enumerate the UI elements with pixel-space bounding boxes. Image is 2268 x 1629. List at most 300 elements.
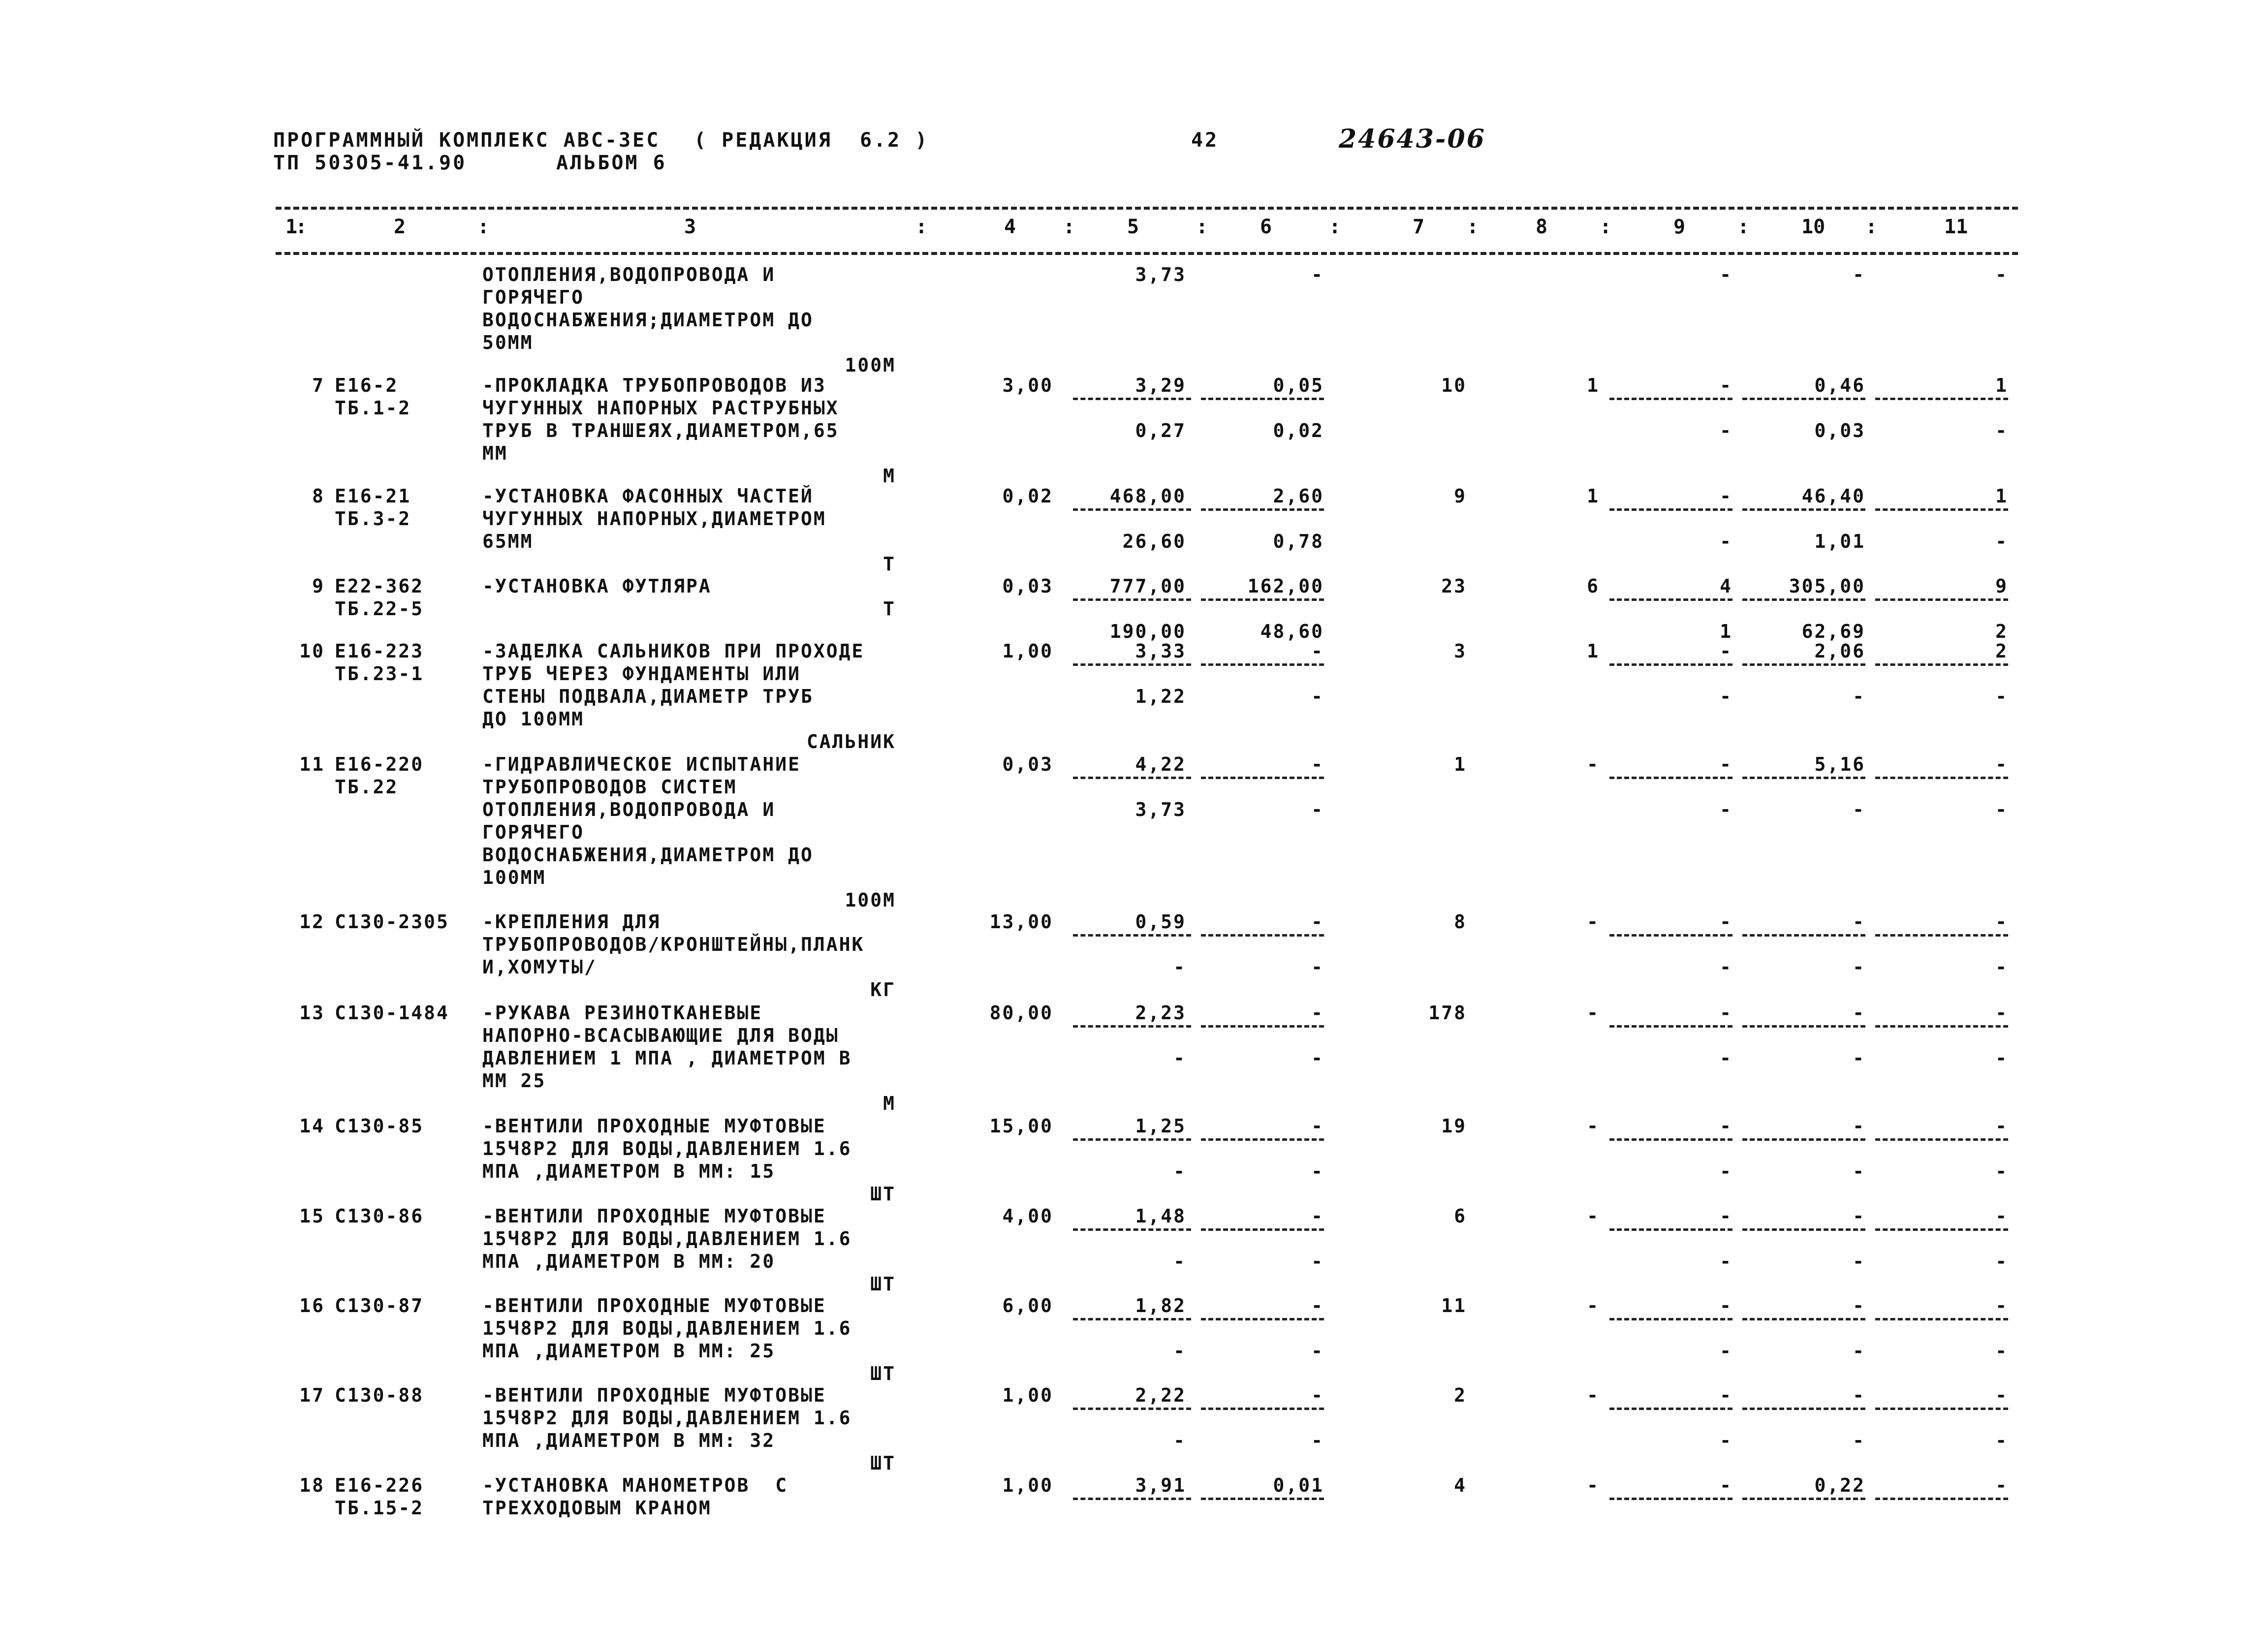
unit-label: ШТ: [870, 1273, 896, 1295]
column-10-secondary: -: [1853, 1340, 1865, 1362]
cell-divider: [1609, 398, 1732, 400]
tp-code: ТП 503О5-41.90: [273, 152, 467, 174]
description-line: -ПРОКЛАДКА ТРУБОПРОВОДОВ ИЗ: [482, 375, 826, 396]
unit-cost-value: 1,48: [1135, 1205, 1186, 1227]
column-10-value: -: [1853, 1384, 1865, 1406]
rate-code: С130-88: [335, 1384, 424, 1406]
row-number: 9: [312, 575, 325, 597]
unit-label: М: [883, 1093, 896, 1114]
description-line: 100ММ: [482, 867, 546, 888]
cell-divider: [1742, 1138, 1865, 1141]
column-9-secondary: -: [1720, 799, 1732, 820]
description-line: СТЕНЫ ПОДВАЛА,ДИАМЕТР ТРУБ: [482, 686, 814, 707]
rate-code: Е22-362: [335, 575, 424, 597]
total-cost-value: 23: [1441, 575, 1467, 597]
unit-label: САЛЬНИК: [806, 731, 896, 752]
quantity-value: 6,00: [1002, 1295, 1053, 1316]
quantity-value: 0,03: [1002, 575, 1053, 597]
rate-code: Е16-21: [335, 485, 411, 507]
cell-divider: [1609, 934, 1732, 937]
column-10-value: -: [1853, 1205, 1865, 1227]
unit-cost-secondary: 190,00: [1109, 621, 1186, 642]
cell-divider: [1742, 1228, 1865, 1231]
cell-divider: [1201, 1318, 1324, 1320]
rate-subcode: ТБ.15-2: [335, 1497, 424, 1519]
machine-cost-secondary: -: [1311, 1047, 1324, 1069]
column-11-value: -: [1995, 1205, 2008, 1227]
description-line: ГОРЯЧЕГО: [482, 286, 585, 308]
column-11-value: -: [1995, 911, 2008, 933]
column-10-value: -: [1853, 1002, 1865, 1024]
column-header-6: 6: [1260, 216, 1272, 238]
cell-divider: [1742, 934, 1865, 937]
column-9-value: -: [1720, 375, 1732, 396]
cell-divider: [1742, 663, 1865, 666]
description-line: ГОРЯЧЕГО: [482, 821, 585, 843]
description-line: -ГИДРАВЛИЧЕСКОЕ ИСПЫТАНИЕ: [482, 753, 801, 775]
description-line: -УСТАНОВКА ФУТЛЯРА: [482, 575, 712, 597]
machine-cost-secondary: -: [1311, 1160, 1324, 1182]
column-9-secondary: -: [1720, 1251, 1732, 1272]
cell-divider: [1609, 1228, 1732, 1231]
row-number: 10: [299, 640, 325, 662]
description-line: -КРЕПЛЕНИЯ ДЛЯ: [482, 911, 661, 933]
column-11-value: -: [1995, 1002, 2008, 1024]
cell-divider: [1742, 398, 1865, 400]
column-9-value: -: [1720, 264, 1732, 285]
cell-divider: [1073, 1228, 1191, 1231]
rate-subcode: ТБ.1-2: [335, 397, 411, 419]
column-11-secondary: -: [1995, 1340, 2008, 1362]
unit-cost-value: 0,59: [1135, 911, 1186, 933]
row-number: 15: [299, 1205, 325, 1227]
row-number: 7: [312, 375, 325, 396]
unit-cost-secondary: -: [1173, 1047, 1186, 1069]
cell-divider: [1742, 1408, 1865, 1410]
machine-cost-value: -: [1311, 264, 1324, 285]
unit-cost-secondary: 26,60: [1122, 531, 1186, 552]
unit-cost-value: 468,00: [1109, 485, 1186, 507]
column-8-value: -: [1587, 1205, 1600, 1227]
column-8-value: -: [1587, 1295, 1600, 1316]
row-number: 11: [299, 753, 325, 775]
cell-divider: [1073, 1498, 1191, 1500]
unit-cost-value: 4,22: [1135, 753, 1186, 775]
column-separator: :: [1737, 216, 1750, 238]
table-top-rule: [276, 207, 2018, 210]
column-separator: :: [1467, 216, 1479, 238]
description-line: -ЗАДЕЛКА САЛЬНИКОВ ПРИ ПРОХОДЕ: [482, 640, 865, 662]
cell-divider: [1201, 508, 1324, 511]
unit-label: ШТ: [870, 1363, 896, 1384]
total-cost-value: 10: [1441, 375, 1467, 396]
description-line: 65ММ: [482, 531, 534, 552]
unit-label: 100М: [845, 354, 896, 376]
column-11-value: 1: [1995, 375, 2008, 396]
unit-cost-value: 1,82: [1135, 1295, 1186, 1316]
total-cost-value: 9: [1454, 485, 1467, 507]
column-10-value: -: [1853, 911, 1865, 933]
column-11-value: 9: [1995, 575, 2008, 597]
machine-cost-value: -: [1311, 911, 1324, 933]
description-line: ТРУБОПРОВОДОВ/КРОНШТЕЙНЫ,ПЛАНК: [482, 934, 865, 955]
total-cost-value: 4: [1454, 1474, 1467, 1496]
unit-cost-secondary: 0,27: [1135, 420, 1186, 441]
unit-cost-value: 3,91: [1135, 1474, 1186, 1496]
column-9-value: -: [1720, 1115, 1732, 1137]
column-10-value: -: [1853, 1295, 1865, 1316]
quantity-value: 1,00: [1002, 1384, 1053, 1406]
quantity-value: 1,00: [1002, 640, 1053, 662]
quantity-value: 3,00: [1002, 375, 1053, 396]
description-line: -ВЕНТИЛИ ПРОХОДНЫЕ МУФТОВЫЕ: [482, 1115, 826, 1137]
rate-code: С130-85: [335, 1115, 424, 1137]
unit-cost-value: 3,33: [1135, 640, 1186, 662]
unit-cost-value: 2,23: [1135, 1002, 1186, 1024]
column-9-secondary: 1: [1720, 621, 1732, 642]
column-10-value: -: [1853, 264, 1865, 285]
total-cost-value: 8: [1454, 911, 1467, 933]
column-header-11: 11: [1944, 216, 1968, 238]
machine-cost-value: 162,00: [1247, 575, 1324, 597]
description-line: МПА ,ДИАМЕТРОМ В ММ: 20: [482, 1251, 776, 1272]
cell-divider: [1073, 508, 1191, 511]
column-9-value: -: [1720, 1384, 1732, 1406]
machine-cost-value: -: [1311, 753, 1324, 775]
cell-divider: [1073, 1138, 1191, 1141]
cell-divider: [1073, 1408, 1191, 1410]
machine-cost-value: -: [1311, 1384, 1324, 1406]
column-separator: :: [1329, 216, 1341, 238]
total-cost-value: 19: [1441, 1115, 1467, 1137]
unit-label: М: [883, 465, 896, 487]
unit-cost-secondary: -: [1173, 1251, 1186, 1272]
column-10-value: 5,16: [1814, 753, 1865, 775]
unit-label: 100М: [845, 889, 896, 911]
column-9-secondary: -: [1720, 956, 1732, 978]
description-line: -УСТАНОВКА МАНОМЕТРОВ С: [482, 1474, 788, 1496]
column-9-value: -: [1720, 640, 1732, 662]
cell-divider: [1201, 1228, 1324, 1231]
column-11-secondary: -: [1995, 1160, 2008, 1182]
cell-divider: [1201, 777, 1324, 779]
unit-cost-secondary: -: [1173, 956, 1186, 978]
row-number: 13: [299, 1002, 325, 1024]
cell-divider: [1073, 598, 1191, 601]
row-number: 8: [312, 485, 325, 507]
total-cost-value: 3: [1454, 640, 1467, 662]
machine-cost-secondary: 48,60: [1260, 621, 1324, 642]
cell-divider: [1875, 663, 2008, 666]
rate-code: Е16-223: [335, 640, 424, 662]
unit-cost-secondary: 3,73: [1135, 799, 1186, 820]
row-number: 12: [299, 911, 325, 933]
edition-label: ( РЕДАКЦИЯ 6.2 ): [694, 129, 929, 152]
description-line: ММ 25: [482, 1070, 546, 1092]
unit-cost-value: 777,00: [1109, 575, 1186, 597]
cell-divider: [1875, 1138, 2008, 1141]
cell-divider: [1609, 1025, 1732, 1028]
header-bottom-rule: [276, 252, 2018, 255]
column-8-value: -: [1587, 753, 1600, 775]
unit-label: ШТ: [870, 1183, 896, 1205]
column-10-secondary: -: [1853, 1430, 1865, 1451]
quantity-value: 15,00: [989, 1115, 1053, 1137]
total-cost-value: 2: [1454, 1384, 1467, 1406]
cell-divider: [1742, 1498, 1865, 1500]
cell-divider: [1742, 1318, 1865, 1320]
description-line: ВОДОСНАБЖЕНИЯ,ДИАМЕТРОМ ДО: [482, 844, 814, 866]
column-10-secondary: 62,69: [1801, 621, 1865, 642]
machine-cost-value: -: [1311, 1295, 1324, 1316]
cell-divider: [1742, 508, 1865, 511]
column-8-value: -: [1587, 1474, 1600, 1496]
description-line: 15Ч8Р2 ДЛЯ ВОДЫ,ДАВЛЕНИЕМ 1.6: [482, 1138, 852, 1159]
program-title: ПРОГРАММНЫЙ КОМПЛЕКС АВС-3ЕС: [273, 129, 661, 152]
cell-divider: [1609, 1318, 1732, 1320]
column-9-secondary: -: [1720, 1430, 1732, 1451]
description-line: 50ММ: [482, 332, 534, 353]
unit-cost-value: 3,73: [1135, 264, 1186, 285]
description-line: МПА ,ДИАМЕТРОМ В ММ: 32: [482, 1430, 776, 1451]
column-11-value: -: [1995, 1474, 2008, 1496]
description-line: ДАВЛЕНИЕМ 1 МПА , ДИАМЕТРОМ В: [482, 1047, 852, 1069]
rate-subcode: ТБ.22: [335, 776, 399, 798]
description-line: ТРЕХХОДОВЫМ КРАНОМ: [482, 1497, 712, 1519]
machine-cost-secondary: 0,78: [1273, 531, 1324, 552]
machine-cost-secondary: -: [1311, 686, 1324, 707]
column-8-value: 1: [1587, 640, 1600, 662]
row-number: 16: [299, 1295, 325, 1316]
column-9-value: -: [1720, 1474, 1732, 1496]
row-number: 14: [299, 1115, 325, 1137]
column-10-value: -: [1853, 1115, 1865, 1137]
description-line: -РУКАВА РЕЗИНОТКАНЕВЫЕ: [482, 1002, 763, 1024]
cell-divider: [1201, 1138, 1324, 1141]
machine-cost-secondary: -: [1311, 1251, 1324, 1272]
cell-divider: [1875, 1318, 2008, 1320]
unit-label: Т: [883, 553, 896, 575]
column-9-value: -: [1720, 1002, 1732, 1024]
unit-cost-value: 2,22: [1135, 1384, 1186, 1406]
column-10-secondary: -: [1853, 1047, 1865, 1069]
description-line: ТРУБОПРОВОДОВ СИСТЕМ: [482, 776, 737, 798]
column-11-value: 1: [1995, 485, 2008, 507]
machine-cost-value: -: [1311, 1002, 1324, 1024]
description-line: ДО 100ММ: [482, 708, 585, 730]
column-11-secondary: -: [1995, 799, 2008, 820]
column-10-secondary: 1,01: [1814, 531, 1865, 552]
cell-divider: [1073, 1025, 1191, 1028]
column-11-secondary: -: [1995, 1047, 2008, 1069]
column-9-value: -: [1720, 753, 1732, 775]
machine-cost-secondary: 0,02: [1273, 420, 1324, 441]
cell-divider: [1201, 1498, 1324, 1500]
column-11-value: -: [1995, 1384, 2008, 1406]
cell-divider: [1201, 934, 1324, 937]
column-11-secondary: -: [1995, 420, 2008, 441]
column-header-1: 1: [285, 216, 298, 238]
column-10-secondary: 0,03: [1814, 420, 1865, 441]
unit-cost-secondary: -: [1173, 1160, 1186, 1182]
column-11-secondary: 2: [1995, 621, 2008, 642]
column-9-secondary: -: [1720, 1047, 1732, 1069]
machine-cost-value: -: [1311, 1205, 1324, 1227]
column-10-value: 0,22: [1814, 1474, 1865, 1496]
description-line: ТРУБ ЧЕРЕЗ ФУНДАМЕНТЫ ИЛИ: [482, 663, 801, 685]
cell-divider: [1609, 777, 1732, 779]
description-line: -ВЕНТИЛИ ПРОХОДНЫЕ МУФТОВЫЕ: [482, 1384, 826, 1406]
cell-divider: [1201, 663, 1324, 666]
cell-divider: [1875, 1025, 2008, 1028]
cell-divider: [1742, 777, 1865, 779]
description-line: ОТОПЛЕНИЯ,ВОДОПРОВОДА И: [482, 264, 776, 285]
cell-divider: [1875, 1228, 2008, 1231]
total-cost-value: 6: [1454, 1205, 1467, 1227]
column-separator: :: [1600, 216, 1612, 238]
cell-divider: [1201, 398, 1324, 400]
description-line: -ВЕНТИЛИ ПРОХОДНЫЕ МУФТОВЫЕ: [482, 1205, 826, 1227]
description-line: МПА ,ДИАМЕТРОМ В ММ: 25: [482, 1340, 776, 1362]
column-8-value: -: [1587, 1384, 1600, 1406]
column-separator: :: [915, 216, 928, 238]
document-code: 24643-06: [1339, 124, 1486, 154]
cell-divider: [1875, 1408, 2008, 1410]
cell-divider: [1875, 1498, 2008, 1500]
cell-divider: [1609, 598, 1732, 601]
column-9-secondary: -: [1720, 1160, 1732, 1182]
column-11-secondary: -: [1995, 1251, 2008, 1272]
unit-cost-value: 3,29: [1135, 375, 1186, 396]
cell-divider: [1609, 1408, 1732, 1410]
machine-cost-value: -: [1311, 1115, 1324, 1137]
machine-cost-secondary: -: [1311, 1340, 1324, 1362]
total-cost-value: 1: [1454, 753, 1467, 775]
machine-cost-secondary: -: [1311, 956, 1324, 978]
column-9-secondary: -: [1720, 686, 1732, 707]
page-number: 42: [1191, 129, 1219, 152]
cell-divider: [1073, 1318, 1191, 1320]
column-header-2: 2: [394, 216, 406, 238]
column-header-5: 5: [1127, 216, 1139, 238]
description-line: ЧУГУННЫХ НАПОРНЫХ РАСТРУБНЫХ: [482, 397, 839, 419]
column-11-value: -: [1995, 753, 2008, 775]
quantity-value: 0,03: [1002, 753, 1053, 775]
column-header-9: 9: [1673, 216, 1686, 238]
description-line: ОТОПЛЕНИЯ,ВОДОПРОВОДА И: [482, 799, 776, 820]
machine-cost-value: -: [1311, 640, 1324, 662]
column-10-value: 2,06: [1814, 640, 1865, 662]
column-11-value: -: [1995, 264, 2008, 285]
unit-label: Т: [883, 598, 896, 620]
cell-divider: [1609, 508, 1732, 511]
column-9-secondary: -: [1720, 420, 1732, 441]
quantity-value: 4,00: [1002, 1205, 1053, 1227]
rate-code: С130-2305: [335, 911, 449, 933]
quantity-value: 13,00: [989, 911, 1053, 933]
column-header-8: 8: [1536, 216, 1548, 238]
column-8-value: 1: [1587, 375, 1600, 396]
rate-code: Е16-220: [335, 753, 424, 775]
description-line: 15Ч8Р2 ДЛЯ ВОДЫ,ДАВЛЕНИЕМ 1.6: [482, 1317, 852, 1339]
row-number: 17: [299, 1384, 325, 1406]
column-9-value: 4: [1720, 575, 1732, 597]
column-8-value: 6: [1587, 575, 1600, 597]
machine-cost-value: 0,01: [1273, 1474, 1324, 1496]
description-line: ЧУГУННЫХ НАПОРНЫХ,ДИАМЕТРОМ: [482, 508, 826, 530]
cell-divider: [1201, 598, 1324, 601]
column-8-value: 1: [1587, 485, 1600, 507]
quantity-value: 1,00: [1002, 1474, 1053, 1496]
machine-cost-secondary: -: [1311, 1430, 1324, 1451]
unit-label: КГ: [870, 979, 896, 1001]
column-separator: :: [1196, 216, 1208, 238]
row-number: 18: [299, 1474, 325, 1496]
rate-code: С130-87: [335, 1295, 424, 1316]
description-line: И,ХОМУТЫ/: [482, 956, 597, 978]
column-9-secondary: -: [1720, 1340, 1732, 1362]
unit-cost-value: 1,25: [1135, 1115, 1186, 1137]
column-10-value: 46,40: [1801, 485, 1865, 507]
cell-divider: [1742, 1025, 1865, 1028]
cell-divider: [1875, 598, 2008, 601]
column-9-secondary: -: [1720, 531, 1732, 552]
cell-divider: [1073, 663, 1191, 666]
column-header-4: 4: [1004, 216, 1016, 238]
column-10-secondary: -: [1853, 1160, 1865, 1182]
description-line: -УСТАНОВКА ФАСОННЫХ ЧАСТЕЙ: [482, 485, 814, 507]
column-10-secondary: -: [1853, 1251, 1865, 1272]
cell-divider: [1609, 1138, 1732, 1141]
column-11-secondary: -: [1995, 956, 2008, 978]
cell-divider: [1875, 508, 2008, 511]
column-10-value: 0,46: [1814, 375, 1865, 396]
description-line: ВОДОСНАБЖЕНИЯ;ДИАМЕТРОМ ДО: [482, 309, 814, 331]
rate-code: Е16-2: [335, 375, 399, 396]
description-line: 15Ч8Р2 ДЛЯ ВОДЫ,ДАВЛЕНИЕМ 1.6: [482, 1228, 852, 1250]
column-11-secondary: -: [1995, 1430, 2008, 1451]
column-9-value: -: [1720, 911, 1732, 933]
quantity-value: 0,02: [1002, 485, 1053, 507]
column-10-secondary: -: [1853, 799, 1865, 820]
description-line: 15Ч8Р2 ДЛЯ ВОДЫ,ДАВЛЕНИЕМ 1.6: [482, 1407, 852, 1429]
column-8-value: -: [1587, 1002, 1600, 1024]
column-11-secondary: -: [1995, 686, 2008, 707]
description-line: НАПОРНО-ВСАСЫВАЮЩИЕ ДЛЯ ВОДЫ: [482, 1025, 839, 1046]
description-line: ТРУБ В ТРАНШЕЯХ,ДИАМЕТРОМ,65: [482, 420, 839, 441]
machine-cost-value: 2,60: [1273, 485, 1324, 507]
column-header-10: 10: [1801, 216, 1826, 238]
total-cost-value: 178: [1428, 1002, 1467, 1024]
rate-subcode: ТБ.22-5: [335, 598, 424, 620]
column-8-value: -: [1587, 1115, 1600, 1137]
rate-code: Е16-226: [335, 1474, 424, 1496]
quantity-value: 80,00: [989, 1002, 1053, 1024]
machine-cost-secondary: -: [1311, 799, 1324, 820]
rate-subcode: ТБ.23-1: [335, 663, 424, 685]
cell-divider: [1073, 398, 1191, 400]
column-10-value: 305,00: [1789, 575, 1865, 597]
column-9-value: -: [1720, 485, 1732, 507]
rate-code: С130-1484: [335, 1002, 449, 1024]
unit-cost-secondary: 1,22: [1135, 686, 1186, 707]
unit-label: ШТ: [870, 1452, 896, 1474]
description-line: -ВЕНТИЛИ ПРОХОДНЫЕ МУФТОВЫЕ: [482, 1295, 826, 1316]
column-header-3: 3: [684, 216, 696, 238]
column-11-value: -: [1995, 1115, 2008, 1137]
cell-divider: [1201, 1025, 1324, 1028]
column-separator: :: [477, 216, 490, 238]
